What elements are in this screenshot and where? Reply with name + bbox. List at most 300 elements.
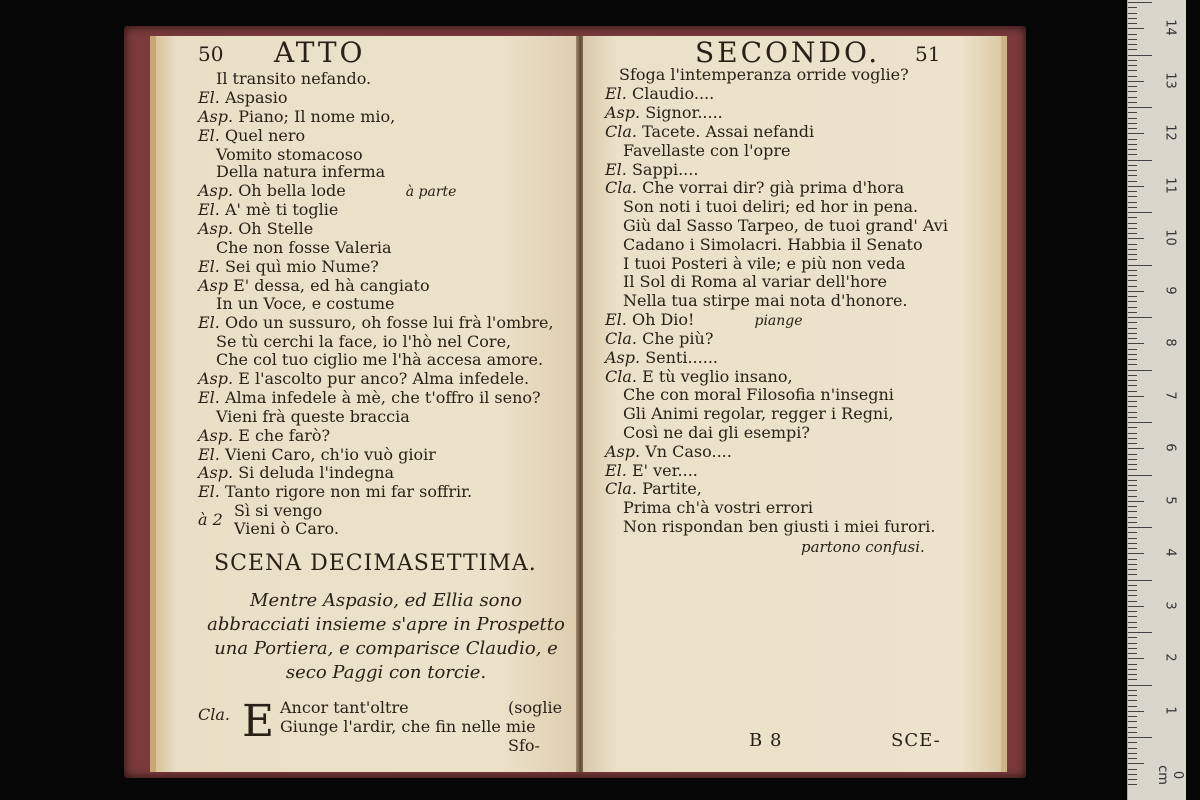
ruler-tick — [1128, 674, 1137, 675]
running-header: ATTO — [274, 36, 366, 69]
ruler-tick — [1128, 102, 1137, 103]
ruler-tick — [1128, 748, 1137, 749]
line-text: Aspasio — [224, 88, 288, 107]
text-line — [605, 123, 814, 141]
line-text: Vn Caso.... — [645, 442, 732, 461]
line-text: I tuoi Posteri à vile; e più non veda — [623, 254, 906, 273]
line-text: Quel nero — [224, 126, 306, 145]
ruler-tick — [1128, 648, 1137, 649]
ruler-tick — [1128, 212, 1152, 213]
ruler-tick — [1128, 779, 1137, 780]
ruler-tick — [1128, 333, 1137, 334]
ruler-tick — [1128, 228, 1137, 229]
speaker-label: Asp. — [605, 103, 646, 122]
ruler-tick — [1128, 70, 1137, 71]
text-line — [623, 198, 918, 216]
running-header: SECONDO. — [695, 36, 881, 69]
text-line — [623, 273, 887, 291]
ruler-tick — [1128, 469, 1137, 470]
line-text: A' mè ti toglie — [224, 200, 339, 219]
text-line — [216, 239, 391, 257]
ruler-tick — [1128, 364, 1137, 365]
text-line — [198, 220, 313, 238]
ruler-tick — [1128, 275, 1137, 276]
left-page — [150, 36, 584, 772]
ruler-tick — [1128, 165, 1137, 166]
ruler-tick — [1128, 784, 1137, 785]
ruler-tick — [1128, 417, 1137, 418]
ruler-tick — [1128, 443, 1137, 444]
text-line — [216, 70, 371, 88]
ruler-tick — [1128, 459, 1137, 460]
line-text: Vomito stomacoso — [216, 145, 363, 164]
ruler-tick — [1128, 606, 1144, 607]
ruler-tick — [1128, 616, 1137, 617]
ruler-number: 6 — [1162, 443, 1178, 452]
text-line — [198, 127, 305, 145]
ruler-tick — [1128, 65, 1137, 66]
ruler-tick — [1128, 301, 1137, 302]
ruler-tick — [1128, 76, 1137, 77]
line-text: Claudio.... — [631, 84, 715, 103]
ruler-tick — [1128, 107, 1152, 108]
catchword: SCE- — [891, 730, 941, 751]
speaker-label: El. — [198, 126, 225, 145]
text-line — [623, 236, 923, 254]
ruler-tick — [1128, 286, 1137, 287]
speaker-label: Cla. — [605, 329, 643, 348]
text-line — [605, 85, 714, 103]
ruler-unit-label: 0 cm — [1155, 765, 1185, 785]
ruler-tick — [1128, 679, 1137, 680]
ruler-tick — [1128, 7, 1137, 8]
line-text: Si deluda l'indegna — [238, 463, 395, 482]
ruler-tick — [1128, 406, 1137, 407]
text-line — [605, 104, 723, 122]
speaker-label: El. — [198, 313, 225, 332]
line-text: Vieni Caro, ch'io vuò gioir — [224, 445, 436, 464]
text-line — [605, 443, 732, 461]
ruler-number: 3 — [1162, 600, 1178, 610]
text-line — [198, 370, 529, 388]
ruler-tick — [1128, 716, 1137, 717]
text-line: (soglie — [508, 698, 563, 717]
ruler-tick — [1128, 727, 1137, 728]
right-page — [583, 36, 1007, 772]
ruler-tick — [1128, 627, 1137, 628]
ruler-tick — [1128, 490, 1137, 491]
ruler-tick — [1128, 49, 1137, 50]
stage-direction: partono confusi. — [801, 538, 925, 556]
ruler-tick — [1128, 338, 1137, 339]
aside-direction: à parte — [405, 184, 457, 200]
ruler-tick — [1128, 91, 1137, 92]
ruler-tick — [1128, 265, 1152, 266]
line-text: Vieni frà queste braccia — [216, 407, 410, 426]
ruler-tick — [1128, 721, 1137, 722]
ruler-tick — [1128, 322, 1137, 323]
line-text: Odo un sussuro, oh fosse lui frà l'ombre, — [224, 313, 554, 332]
ruler-tick — [1128, 769, 1137, 770]
ruler-tick — [1128, 207, 1137, 208]
text-line — [605, 368, 793, 386]
line-text: E tù veglio insano, — [642, 367, 793, 386]
line-text: Della natura inferma — [216, 162, 386, 181]
ruler-tick — [1128, 658, 1144, 659]
ruler-number: 5 — [1162, 495, 1178, 505]
line-text: Così ne dai gli esempi? — [623, 423, 810, 442]
line-text: Se tù cerchi la face, io l'hò nel Core, — [216, 332, 512, 351]
ruler-tick — [1128, 202, 1137, 203]
ruler-tick — [1128, 559, 1137, 560]
speaker-label: El. — [605, 160, 632, 179]
ruler-tick — [1128, 464, 1137, 465]
ruler-tick — [1128, 123, 1137, 124]
line-text: Oh bella lode — [238, 181, 346, 200]
ruler-tick — [1128, 380, 1137, 381]
ruler-tick — [1128, 396, 1144, 397]
text-line — [605, 311, 803, 330]
ruler-tick — [1128, 217, 1137, 218]
text-line — [623, 142, 791, 160]
ruler-tick — [1128, 270, 1137, 271]
line-text: E' dessa, ed hà cangiato — [233, 276, 430, 295]
ruler-tick — [1128, 86, 1137, 87]
scene-title: SCENA DECIMASETTIMA. — [214, 551, 537, 576]
speaker-label: Asp. — [198, 181, 239, 200]
ruler-tick — [1128, 97, 1137, 98]
ruler-tick — [1128, 732, 1137, 733]
ruler-tick — [1128, 569, 1137, 570]
ruler-tick — [1128, 291, 1144, 292]
text-line — [216, 351, 543, 369]
text-line: Giunge l'ardir, che fin nelle mie — [280, 717, 536, 736]
speaker-label: Asp. — [198, 463, 239, 482]
ruler-tick — [1128, 238, 1144, 239]
ruler-number: 13 — [1162, 71, 1178, 89]
ruler-tick — [1128, 527, 1152, 528]
line-text: Non rispondan ben giusti i miei furori. — [623, 517, 936, 536]
line-text: In un Voce, e costume — [216, 294, 395, 313]
ruler-tick — [1128, 480, 1137, 481]
page-number: 50 — [198, 42, 224, 66]
ruler-tick — [1128, 695, 1137, 696]
ruler-tick — [1128, 737, 1152, 738]
line-text: Gli Animi regolar, regger i Regni, — [623, 404, 894, 423]
ruler-tick — [1128, 328, 1137, 329]
text-line — [623, 217, 948, 235]
speaker-label: El. — [198, 200, 225, 219]
text-line — [198, 314, 554, 332]
text-line — [198, 89, 287, 107]
line-text: Alma infedele à mè, che t'offro il seno? — [224, 388, 541, 407]
ruler-tick — [1128, 774, 1137, 775]
ruler-tick — [1128, 753, 1137, 754]
ruler-tick — [1128, 118, 1137, 119]
speaker-label: Cla. — [605, 122, 643, 141]
ruler-tick — [1128, 496, 1137, 497]
line-text: Son noti i tuoi deliri; ed hor in pena. — [623, 197, 919, 216]
drop-cap: E — [242, 696, 275, 747]
text-line — [198, 483, 472, 501]
stage-direction: Mentre Aspasio, ed Ellia sono abbracciati insieme s'apre in Prospetto una Portiera, e comparisce Claudio, e seco Paggi con torcie. — [207, 590, 565, 683]
speaker-label: El. — [198, 445, 225, 464]
speaker-label: El. — [198, 482, 225, 501]
line-text: Tacete. Assai nefandi — [642, 122, 815, 141]
aside-direction: piange — [754, 313, 803, 329]
ruler-number: 9 — [1162, 285, 1178, 295]
text-line — [198, 182, 456, 201]
ruler-tick — [1128, 191, 1137, 192]
ruler-tick — [1128, 375, 1137, 376]
ruler-tick — [1128, 585, 1137, 586]
line-text: Oh Stelle — [238, 219, 314, 238]
ruler-tick — [1128, 433, 1137, 434]
speaker-label: Asp. — [198, 219, 239, 238]
line-text: Cadano i Simolacri. Habbia il Senato — [623, 235, 923, 254]
speaker-label: El. — [198, 88, 225, 107]
ruler-tick — [1128, 385, 1137, 386]
ruler-tick — [1128, 34, 1137, 35]
text-line — [198, 464, 394, 482]
speaker-label: Asp. — [605, 442, 646, 461]
ruler-tick — [1128, 643, 1137, 644]
ruler-tick — [1128, 249, 1137, 250]
speaker-label: Cla. — [605, 479, 643, 498]
line-text: Senti...... — [645, 348, 718, 367]
measuring-ruler — [1127, 0, 1186, 800]
ruler-tick — [1128, 391, 1137, 392]
ruler-tick — [1128, 475, 1152, 476]
ruler-tick — [1128, 343, 1144, 344]
line-text: Che col tuo ciglio me l'hà accesa amore. — [216, 350, 544, 369]
speaker-label: Cla. — [605, 178, 643, 197]
ruler-tick — [1128, 186, 1144, 187]
ruler-tick — [1128, 44, 1137, 45]
speaker-label: Cla. — [605, 367, 643, 386]
speaker-label: El. — [605, 461, 632, 480]
ruler-tick — [1128, 511, 1137, 512]
ruler-number: 4 — [1162, 548, 1178, 557]
ruler-tick — [1128, 18, 1137, 19]
ruler-tick — [1128, 485, 1137, 486]
ruler-tick — [1128, 55, 1152, 56]
text-line — [623, 386, 894, 404]
ruler-tick — [1128, 622, 1137, 623]
ruler-tick — [1128, 412, 1137, 413]
ruler-tick — [1128, 742, 1137, 743]
line-text: Partite, — [642, 479, 702, 498]
ruler-number: 8 — [1162, 338, 1178, 347]
ruler-tick — [1128, 401, 1137, 402]
speaker-label: à 2 — [198, 510, 223, 529]
ruler-tick — [1128, 149, 1137, 150]
line-text: Sfoga l'intemperanza orride voglie? — [619, 65, 909, 84]
ruler-tick — [1128, 532, 1137, 533]
ruler-tick — [1128, 664, 1137, 665]
speaker-label: El. — [198, 388, 225, 407]
text-line — [216, 333, 511, 351]
line-text: Sappi.... — [631, 160, 699, 179]
text-line — [234, 520, 339, 538]
ruler-tick — [1128, 349, 1137, 350]
text-line — [198, 108, 395, 126]
ruler-tick — [1128, 564, 1137, 565]
text-line — [605, 179, 904, 197]
ruler-tick — [1128, 312, 1137, 313]
ruler-tick — [1128, 175, 1137, 176]
ruler-tick — [1128, 317, 1152, 318]
speaker-label: Asp. — [605, 348, 646, 367]
text-line — [605, 330, 713, 348]
line-text: Che non fosse Valeria — [216, 238, 392, 257]
ruler-tick — [1128, 154, 1137, 155]
ruler-tick — [1128, 128, 1137, 129]
ruler-tick — [1128, 763, 1144, 764]
ruler-tick — [1128, 700, 1137, 701]
ruler-tick — [1128, 296, 1137, 297]
ruler-tick — [1128, 422, 1152, 423]
line-text: Sì si vengo — [234, 501, 323, 520]
ruler-tick — [1128, 39, 1137, 40]
text-line — [623, 405, 893, 423]
line-text: Che con moral Filosofia n'insegni — [623, 385, 894, 404]
ruler-tick — [1128, 711, 1144, 712]
ruler-tick — [1128, 13, 1137, 14]
ruler-tick — [1128, 438, 1137, 439]
line-text: Signor..... — [645, 103, 723, 122]
ruler-tick — [1128, 196, 1137, 197]
ruler-tick — [1128, 637, 1137, 638]
ruler-tick — [1128, 611, 1137, 612]
text-line — [623, 499, 813, 517]
ruler-tick — [1128, 181, 1137, 182]
text-line — [623, 424, 810, 442]
text-line — [605, 462, 698, 480]
ruler-tick — [1128, 307, 1137, 308]
ruler-tick — [1128, 280, 1137, 281]
text-line — [198, 201, 338, 219]
ruler-tick — [1128, 28, 1144, 29]
ruler-tick — [1128, 595, 1137, 596]
ruler-number: 7 — [1162, 390, 1178, 400]
ruler-tick — [1128, 580, 1152, 581]
text-line — [623, 292, 908, 310]
ruler-tick — [1128, 501, 1144, 502]
text-line — [605, 349, 718, 367]
ruler-number: 14 — [1162, 19, 1178, 36]
text-line — [216, 295, 394, 313]
ruler-tick — [1128, 244, 1137, 245]
text-line — [623, 255, 905, 273]
ruler-tick — [1128, 144, 1137, 145]
speaker-label: Asp. — [198, 369, 239, 388]
ruler-number: 11 — [1162, 176, 1178, 194]
speaker-label: Asp. — [198, 426, 239, 445]
signature-mark: B 8 — [749, 730, 783, 751]
ruler-tick — [1128, 112, 1137, 113]
ruler-tick — [1128, 538, 1137, 539]
text-line — [198, 511, 223, 529]
ruler-tick — [1128, 632, 1152, 633]
line-text: E' ver.... — [631, 461, 698, 480]
line-text: Favellaste con l'opre — [623, 141, 791, 160]
text-line — [198, 277, 430, 295]
ruler-tick — [1128, 354, 1137, 355]
ruler-number: 1 — [1162, 705, 1178, 715]
ruler-tick — [1128, 758, 1137, 759]
ruler-tick — [1128, 23, 1137, 24]
text-line — [619, 66, 909, 84]
ruler-tick — [1128, 448, 1144, 449]
ruler-tick — [1128, 690, 1137, 691]
line-text: Tanto rigore non mi far soffrir. — [224, 482, 473, 501]
ruler-tick — [1128, 133, 1144, 134]
speaker-label: El. — [605, 310, 632, 329]
ruler-number: 2 — [1162, 653, 1178, 662]
ruler-tick — [1128, 574, 1137, 575]
line-text: E l'ascolto pur anco? Alma infedele. — [238, 369, 530, 388]
ruler-tick — [1128, 60, 1137, 61]
ruler-tick — [1128, 2, 1152, 3]
ruler-tick — [1128, 522, 1137, 523]
line-text: Vieni ò Caro. — [234, 519, 339, 538]
text-line: Sfo- — [508, 736, 540, 755]
line-text: Oh Dio! — [631, 310, 695, 329]
text-line — [623, 518, 935, 536]
ruler-tick — [1128, 548, 1137, 549]
line-text: Nella tua stirpe mai nota d'honore. — [623, 291, 908, 310]
line-text: Piano; Il nome mio, — [238, 107, 396, 126]
line-text: Che più? — [642, 329, 714, 348]
speaker-label: Asp. — [198, 107, 239, 126]
speaker-label: Asp — [198, 276, 234, 295]
ruler-tick — [1128, 653, 1137, 654]
speaker-label: El. — [198, 257, 225, 276]
text-line — [605, 161, 698, 179]
ruler-tick — [1128, 370, 1152, 371]
speaker-label: Cla. — [198, 705, 230, 724]
ruler-tick — [1128, 254, 1137, 255]
text-line — [198, 258, 379, 276]
ruler-tick — [1128, 685, 1152, 686]
line-text: E che farò? — [238, 426, 331, 445]
text-line — [605, 480, 702, 498]
ruler-tick — [1128, 259, 1137, 260]
text-line — [198, 389, 541, 407]
ruler-tick — [1128, 139, 1137, 140]
ruler-tick — [1128, 590, 1137, 591]
ruler-tick — [1128, 506, 1137, 507]
speaker-label: El. — [605, 84, 632, 103]
ruler-number: 12 — [1162, 124, 1178, 141]
text-line — [198, 446, 436, 464]
ruler-tick — [1128, 706, 1137, 707]
line-text: Prima ch'à vostri errori — [623, 498, 813, 517]
ruler-tick — [1128, 553, 1144, 554]
ruler-tick — [1128, 669, 1137, 670]
ruler-number: 10 — [1162, 229, 1178, 246]
ruler-tick — [1128, 454, 1137, 455]
line-text: Il transito nefando. — [216, 69, 372, 88]
ruler-tick — [1128, 160, 1152, 161]
ruler-tick — [1128, 359, 1137, 360]
text-line — [216, 163, 385, 181]
ruler-tick — [1128, 601, 1137, 602]
line-text: Giù dal Sasso Tarpeo, de tuoi grand' Avi — [623, 216, 948, 235]
line-text: Il Sol di Roma al variar dell'hore — [623, 272, 887, 291]
ruler-tick — [1128, 517, 1137, 518]
